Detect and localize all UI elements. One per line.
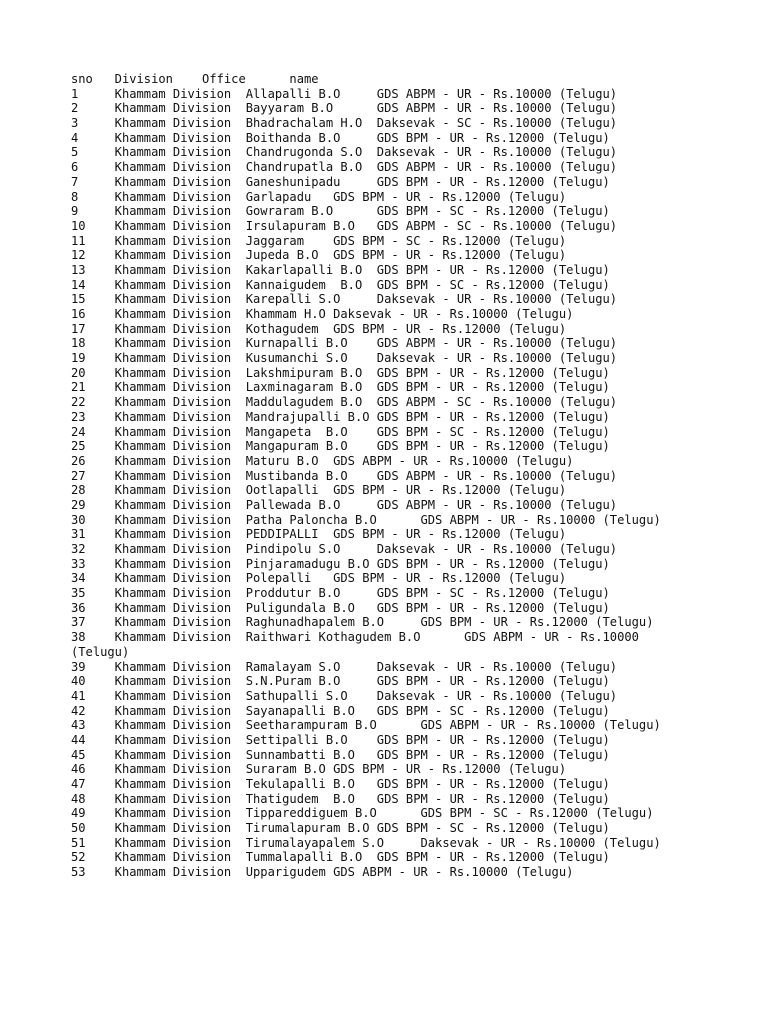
text-line: 37 Khammam Division Raghunadhapalem B.O GDS BPM - UR - Rs.12000 (Telugu) — [71, 615, 654, 630]
text-line: 51 Khammam Division Tirumalayapalem S.O Daksevak - UR - Rs.10000 (Telugu) — [71, 835, 661, 850]
text-line: 17 Khammam Division Kothagudem GDS BPM - UR - Rs.12000 (Telugu) — [71, 321, 567, 336]
text-line: 53 Khammam Division Upparigudem GDS ABPM - UR - Rs.10000 (Telugu) — [71, 865, 574, 880]
text-line: 41 Khammam Division Sathupalli S.O Daksevak - UR - Rs.10000 (Telugu) — [71, 688, 618, 703]
text-line: 18 Khammam Division Kurnapalli B.O GDS ABPM - UR - Rs.10000 (Telugu) — [71, 336, 618, 351]
text-line: 9 Khammam Division Gowraram B.O GDS BPM - SC - Rs.12000 (Telugu) — [71, 204, 610, 219]
text-line: 40 Khammam Division S.N.Puram B.O GDS BPM - UR - Rs.12000 (Telugu) — [71, 674, 610, 689]
text-line: 24 Khammam Division Mangapeta B.O GDS BPM - SC - Rs.12000 (Telugu) — [71, 424, 610, 439]
text-line: 26 Khammam Division Maturu B.O GDS ABPM - UR - Rs.10000 (Telugu) — [71, 453, 574, 468]
text-line: 47 Khammam Division Tekulapalli B.O GDS BPM - UR - Rs.12000 (Telugu) — [71, 777, 610, 791]
text-line: 22 Khammam Division Maddulagudem B.O GDS ABPM - SC - Rs.10000 (Telugu) — [71, 395, 618, 410]
text-line: 38 Khammam Division Raithwari Kothagudem B.O GDS ABPM - UR - Rs.10000 — [71, 630, 639, 645]
document-text — [71, 72, 731, 880]
text-line: 8 Khammam Division Garlapadu GDS BPM - UR - Rs.12000 (Telugu) — [71, 189, 567, 204]
text-line: 7 Khammam Division Ganeshunipadu GDS BPM - UR - Rs.12000 (Telugu) — [71, 174, 610, 189]
text-line: 19 Khammam Division Kusumanchi S.O Daksevak - UR - Rs.10000 (Telugu) — [71, 351, 618, 366]
text-line: 45 Khammam Division Sunnambatti B.O GDS BPM - UR - Rs.12000 (Telugu) — [71, 747, 610, 762]
text-line: (Telugu) — [71, 644, 130, 659]
text-line: 14 Khammam Division Kannaigudem B.O GDS BPM - SC - Rs.12000 (Telugu) — [71, 277, 610, 292]
text-line: 16 Khammam Division Khammam H.O Daksevak - UR - Rs.10000 (Telugu) — [71, 307, 574, 321]
text-line: 12 Khammam Division Jupeda B.O GDS BPM - UR - Rs.12000 (Telugu) — [71, 248, 567, 263]
text-line: 35 Khammam Division Proddutur B.O GDS BPM - SC - Rs.12000 (Telugu) — [71, 586, 610, 601]
text-line: 33 Khammam Division Pinjaramadugu B.O GDS BPM - UR - Rs.12000 (Telugu) — [71, 556, 610, 571]
text-line: 43 Khammam Division Seetharampuram B.O GDS ABPM - UR - Rs.10000 (Telugu) — [71, 718, 661, 733]
text-line: 10 Khammam Division Irsulapuram B.O GDS ABPM - SC - Rs.10000 (Telugu) — [71, 218, 618, 233]
text-line: 44 Khammam Division Settipalli B.O GDS BPM - UR - Rs.12000 (Telugu) — [71, 732, 610, 747]
text-line: 21 Khammam Division Laxminagaram B.O GDS BPM - UR - Rs.12000 (Telugu) — [71, 380, 610, 395]
text-line: 23 Khammam Division Mandrajupalli B.O GDS BPM - UR - Rs.12000 (Telugu) — [71, 409, 610, 424]
text-line: 29 Khammam Division Pallewada B.O GDS ABPM - UR - Rs.10000 (Telugu) — [71, 497, 618, 512]
text-line: 42 Khammam Division Sayanapalli B.O GDS BPM - SC - Rs.12000 (Telugu) — [71, 703, 610, 718]
text-line: 28 Khammam Division Ootlapalli GDS BPM - UR - Rs.12000 (Telugu) — [71, 483, 567, 498]
text-line: 36 Khammam Division Puligundala B.O GDS BPM - UR - Rs.12000 (Telugu) — [71, 600, 610, 615]
document-page — [71, 72, 731, 880]
text-line: 25 Khammam Division Mangapuram B.O GDS BPM - UR - Rs.12000 (Telugu) — [71, 439, 610, 454]
text-line: 32 Khammam Division Pindipolu S.O Daksevak - UR - Rs.10000 (Telugu) — [71, 542, 618, 556]
text-line: 46 Khammam Division Suraram B.O GDS BPM - UR - Rs.12000 (Telugu) — [71, 762, 567, 777]
text-line: 13 Khammam Division Kakarlapalli B.O GDS BPM - UR - Rs.12000 (Telugu) — [71, 262, 610, 277]
text-line: 3 Khammam Division Bhadrachalam H.O Daksevak - SC - Rs.10000 (Telugu) — [71, 116, 618, 131]
text-line: 20 Khammam Division Lakshmipuram B.O GDS BPM - UR - Rs.12000 (Telugu) — [71, 365, 610, 380]
text-line: 30 Khammam Division Patha Paloncha B.O GDS ABPM - UR - Rs.10000 (Telugu) — [71, 512, 661, 527]
text-line: 4 Khammam Division Boithanda B.O GDS BPM - UR - Rs.12000 (Telugu) — [71, 130, 610, 145]
text-line: 15 Khammam Division Karepalli S.O Daksevak - UR - Rs.10000 (Telugu) — [71, 292, 618, 307]
text-line: 50 Khammam Division Tirumalapuram B.O GDS BPM - SC - Rs.12000 (Telugu) — [71, 821, 610, 836]
text-line: 27 Khammam Division Mustibanda B.O GDS ABPM - UR - Rs.10000 (Telugu) — [71, 468, 618, 483]
text-line: 52 Khammam Division Tummalapalli B.O GDS BPM - UR - Rs.12000 (Telugu) — [71, 850, 610, 865]
text-line: 39 Khammam Division Ramalayam S.O Daksevak - UR - Rs.10000 (Telugu) — [71, 659, 618, 674]
text-line: 11 Khammam Division Jaggaram GDS BPM - SC - Rs.12000 (Telugu) — [71, 233, 567, 248]
text-line: 5 Khammam Division Chandrugonda S.O Daksevak - UR - Rs.10000 (Telugu) — [71, 145, 618, 160]
text-line: 49 Khammam Division Tippareddiguem B.O GDS BPM - SC - Rs.12000 (Telugu) — [71, 806, 654, 821]
text-line: 2 Khammam Division Bayyaram B.O GDS ABPM - UR - Rs.10000 (Telugu) — [71, 101, 618, 116]
text-line: 31 Khammam Division PEDDIPALLI GDS BPM - UR - Rs.12000 (Telugu) — [71, 527, 567, 542]
text-line: 48 Khammam Division Thatigudem B.O GDS BPM - UR - Rs.12000 (Telugu) — [71, 791, 610, 806]
text-line: 34 Khammam Division Polepalli GDS BPM - UR - Rs.12000 (Telugu) — [71, 571, 567, 586]
text-line: 1 Khammam Division Allapalli B.O GDS ABPM - UR - Rs.10000 (Telugu) — [71, 86, 618, 101]
text-line: 6 Khammam Division Chandrupatla B.O GDS ABPM - UR - Rs.10000 (Telugu) — [71, 160, 618, 175]
header-line: sno Division Office name — [71, 72, 319, 86]
